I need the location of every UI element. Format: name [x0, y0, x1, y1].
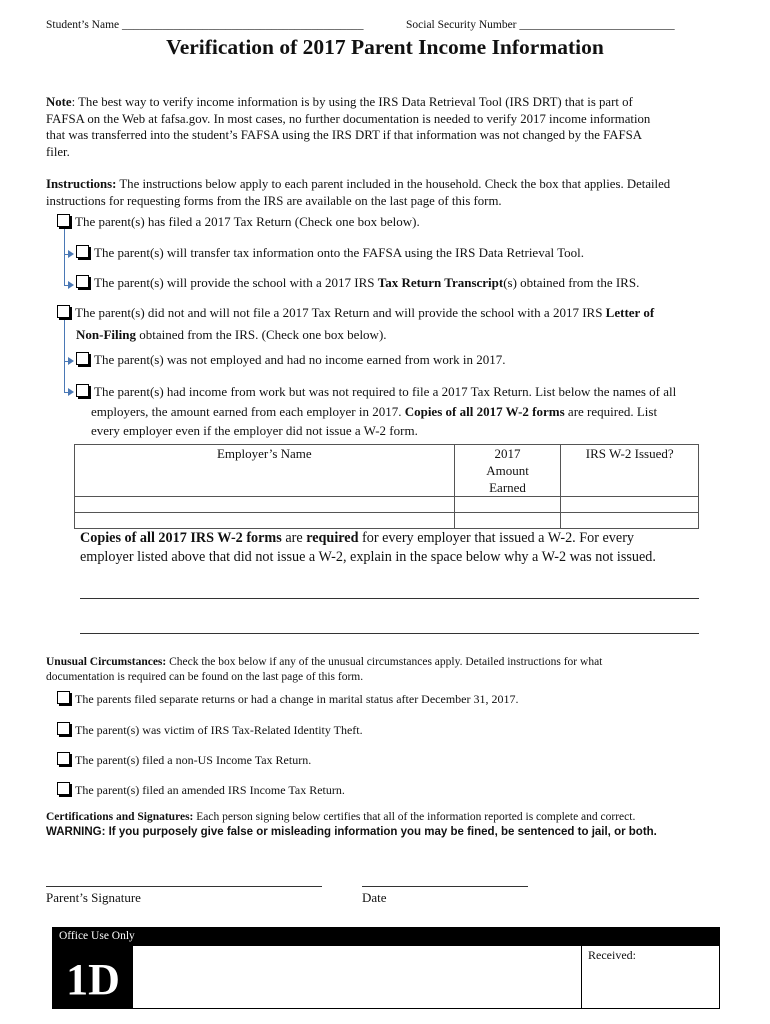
- explanation-line[interactable]: [80, 598, 699, 599]
- option-label: every employer even if the employer did not issue a W-2 form.: [91, 423, 418, 438]
- form-code-block: [53, 946, 133, 1008]
- option-not-employed[interactable]: [76, 352, 506, 368]
- certification-label: Certifications and Signatures:: [46, 811, 194, 823]
- option-label: are required. List: [564, 403, 658, 419]
- checkbox[interactable]: [57, 305, 70, 318]
- note-line: filer.: [46, 144, 70, 159]
- option-drt[interactable]: [76, 245, 584, 261]
- cell-w2[interactable]: [561, 513, 699, 529]
- arrow-icon: [68, 388, 74, 396]
- employer-table: [74, 444, 699, 529]
- instructions-paragraph: [46, 176, 670, 209]
- option-label: The parent(s) has filed a 2017 Tax Return (Check one box below).: [75, 214, 420, 229]
- unusual-paragraph: [46, 655, 602, 685]
- table-header-row: [75, 445, 699, 497]
- note-paragraph: [46, 94, 650, 160]
- option-label: obtained from the IRS. (Check one box below).: [135, 327, 387, 342]
- parent-signature-label: Parent’s Signature: [46, 890, 141, 905]
- unusual-text: documentation is required can be found on the last page of this form.: [46, 671, 364, 683]
- note-label: Note: [46, 95, 72, 109]
- unusual-item[interactable]: [57, 722, 363, 738]
- office-use-header: [53, 928, 719, 946]
- header-w2-issued: IRS W-2 Issued?: [561, 445, 699, 497]
- header-amount-earned: 2017 Amount Earned: [454, 445, 561, 497]
- option-filed[interactable]: [57, 214, 420, 230]
- unusual-item[interactable]: [57, 752, 311, 768]
- student-name-label: Student’s Name __________________________________________: [46, 19, 364, 31]
- w2-note-bold: required: [306, 530, 359, 546]
- cell-employer-name[interactable]: [75, 513, 455, 529]
- certification-text: [46, 811, 635, 823]
- unusual-label: Unusual Circumstances:: [46, 656, 167, 668]
- note-line: : The best way to verify income information is by using the IRS Data Retrieval Tool (IRS DRT) that is part of: [71, 95, 633, 109]
- w2-note-bold: Copies of all 2017 IRS W-2 forms: [80, 530, 282, 546]
- unusual-item-label: The parent(s) filed an amended IRS Income Tax Return.: [75, 783, 345, 797]
- option-label: (s) obtained from the IRS.: [503, 275, 640, 290]
- office-divider: [581, 946, 582, 1008]
- office-use-title: Office Use Only: [59, 930, 135, 942]
- unusual-item-label: The parent(s) filed a non-US Income Tax Return.: [75, 753, 312, 767]
- w2-note-text: are: [281, 530, 307, 546]
- cell-w2[interactable]: [561, 497, 699, 513]
- instructions-text: instructions for requesting forms from the IRS are available on the last page of this form.: [46, 193, 502, 208]
- w2-note-text: employer listed above that did not issue a W-2, explain in the space below why a W-2 was not issued.: [80, 549, 656, 565]
- arrow-icon: [68, 281, 74, 289]
- date-line[interactable]: [362, 886, 528, 887]
- checkbox[interactable]: [76, 352, 89, 365]
- option-label-bold: Non-Filing: [76, 327, 136, 342]
- option-label-bold: Tax Return Transcript: [377, 275, 504, 290]
- checkbox[interactable]: [57, 691, 70, 704]
- office-use-box: [52, 927, 720, 1009]
- checkbox[interactable]: [76, 245, 89, 258]
- arrow-icon: [68, 357, 74, 365]
- arrow-icon: [68, 250, 74, 258]
- received-label: Received:: [588, 948, 636, 962]
- note-line: that was transferred into the student’s FAFSA using the IRS DRT if that information was not changed by the FAFSA: [46, 128, 643, 142]
- checkbox[interactable]: [76, 384, 89, 397]
- w2-note: [80, 529, 656, 567]
- unusual-item-label: The parents filed separate returns or had a change in marital status after December 31, 2017.: [75, 692, 519, 706]
- cell-amount[interactable]: [454, 513, 561, 529]
- unusual-item[interactable]: [57, 691, 518, 707]
- table-row[interactable]: [75, 497, 699, 513]
- connector-line: [64, 229, 65, 285]
- instructions-label: Instructions:: [46, 177, 117, 191]
- signature-line[interactable]: [46, 886, 322, 887]
- table-row[interactable]: [75, 513, 699, 529]
- certification-body: Each person signing below certifies that all of the information reported is complete and correct.: [193, 811, 636, 823]
- option-label: The parent(s) had income from work but was not required to file a 2017 Tax Return. List below the names of all: [94, 384, 677, 399]
- option-nonfiler-cont: [76, 327, 387, 343]
- checkbox[interactable]: [57, 214, 70, 227]
- option-label: employers, the amount earned from each employer in 2017.: [91, 403, 405, 419]
- checkbox[interactable]: [57, 722, 70, 735]
- unusual-item[interactable]: [57, 782, 345, 798]
- option-label: The parent(s) did not and will not file a 2017 Tax Return and will provide the school with a 2017 IRS: [75, 305, 606, 320]
- date-label: Date: [362, 890, 387, 905]
- header-employer-name: Employer’s Name: [75, 445, 455, 497]
- unusual-text: Check the box below if any of the unusual circumstances apply. Detailed instructions for what: [166, 656, 603, 668]
- ssn-label: Social Security Number ___________________________: [406, 19, 675, 31]
- checkbox[interactable]: [57, 752, 70, 765]
- option-transcript[interactable]: [76, 275, 639, 291]
- option-label-bold: Copies of all 2017 W-2 forms: [404, 403, 565, 419]
- option-had-income[interactable]: [76, 382, 676, 441]
- instructions-text: The instructions below apply to each parent included in the household. Check the box that applies. Detailed: [116, 177, 671, 191]
- checkbox[interactable]: [57, 782, 70, 795]
- option-nonfiler[interactable]: [57, 305, 654, 321]
- cell-employer-name[interactable]: [75, 497, 455, 513]
- page-title: Verification of 2017 Parent Income Information: [166, 35, 604, 59]
- w2-note-text: for every employer that issued a W-2. For every: [358, 530, 635, 546]
- checkbox[interactable]: [76, 275, 89, 288]
- connector-line: [64, 320, 65, 392]
- option-label: The parent(s) will transfer tax information onto the FAFSA using the IRS Data Retrieval Tool.: [94, 245, 584, 260]
- option-label: The parent(s) was not employed and had no income earned from work in 2017.: [94, 352, 506, 367]
- form-code: 1D: [66, 955, 120, 1004]
- option-label: The parent(s) will provide the school with a 2017 IRS: [94, 275, 378, 290]
- explanation-line[interactable]: [80, 633, 699, 634]
- cell-amount[interactable]: [454, 497, 561, 513]
- note-line: FAFSA on the Web at fafsa.gov. In most cases, no further documentation is needed to verify 2017 income information: [46, 111, 651, 126]
- unusual-item-label: The parent(s) was victim of IRS Tax-Related Identity Theft.: [75, 723, 363, 737]
- option-label-bold: Letter of: [605, 305, 655, 320]
- warning-text: WARNING: If you purposely give false or misleading information you may be fined, be sentenced to jail, or both.: [46, 826, 657, 838]
